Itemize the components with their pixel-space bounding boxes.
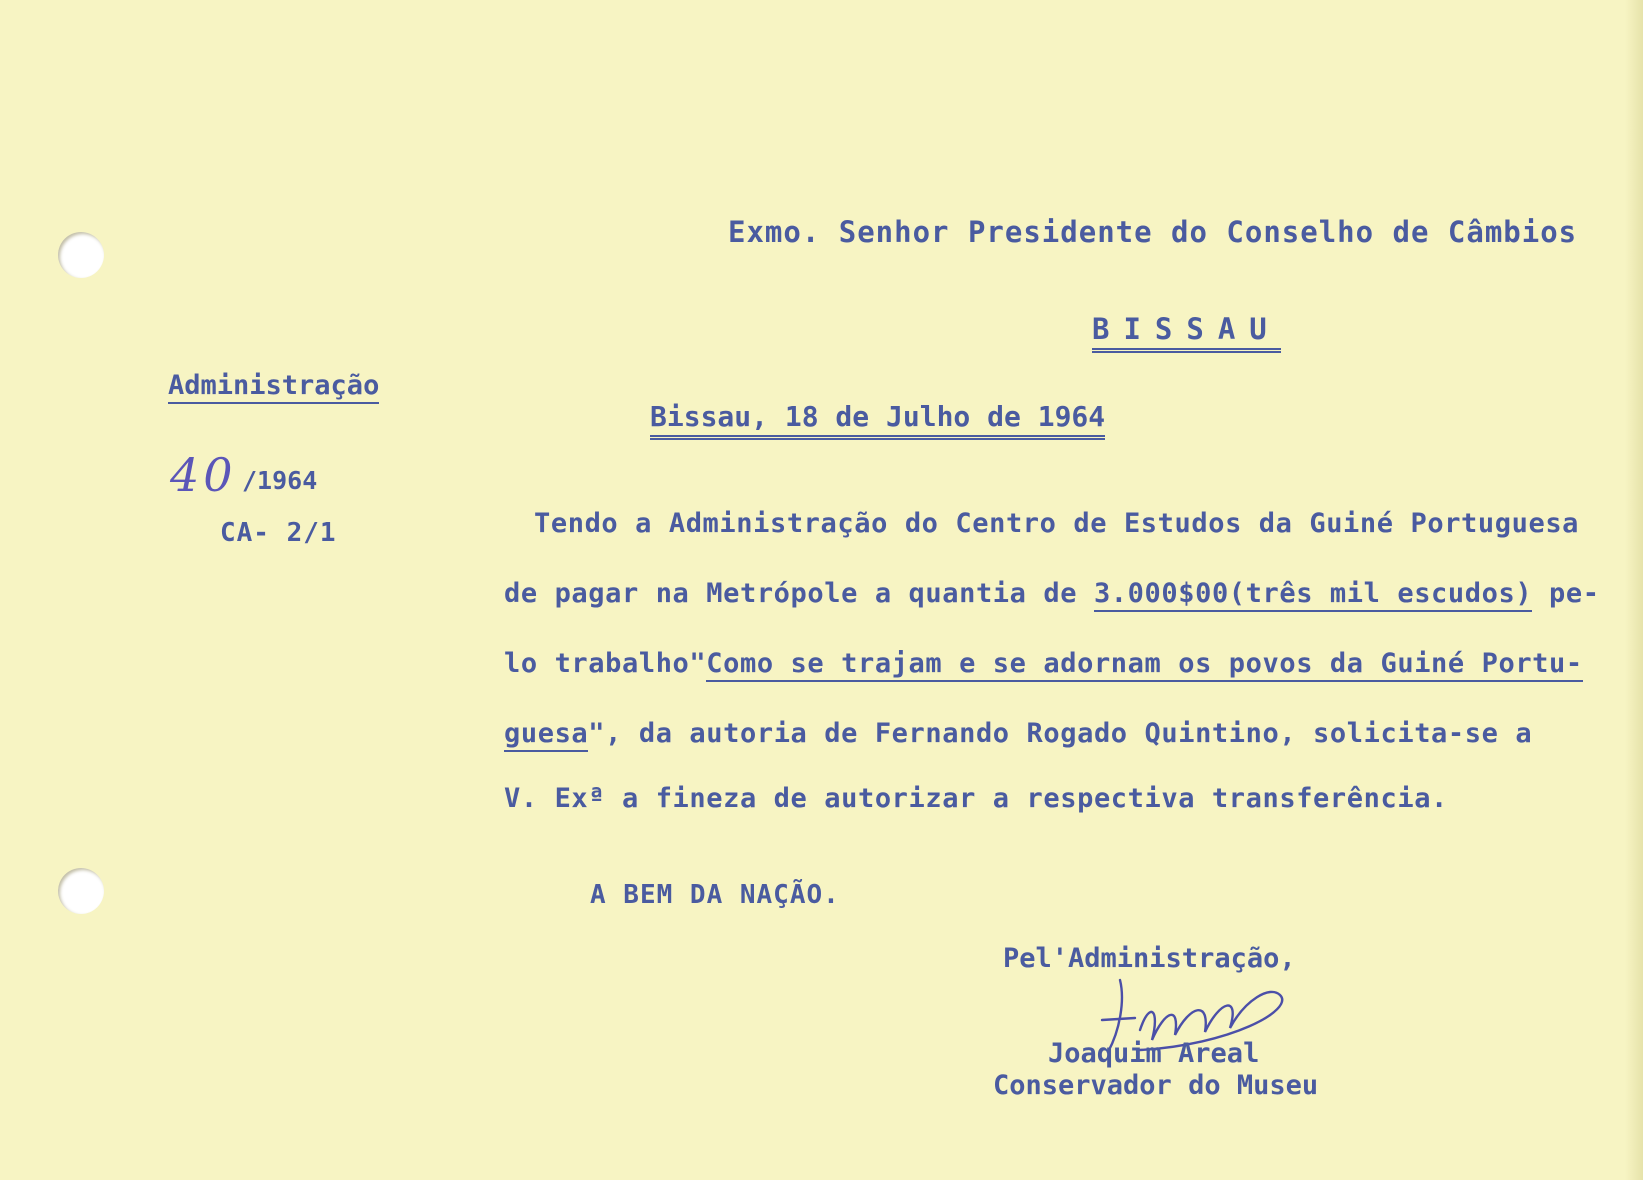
body-line-5: V. Exª a fineza de autorizar a respectiva transferência. — [504, 783, 1448, 814]
signer-name: Joaquim Areal — [1048, 1038, 1260, 1069]
body-line-1: Tendo a Administração do Centro de Estudos da Guiné Portuguesa — [534, 508, 1580, 539]
signer-title: Conservador do Museu — [993, 1070, 1319, 1101]
reference-code: CA- 2/1 — [220, 518, 337, 548]
reference-year: /1964 — [242, 466, 318, 495]
body-line-4-suffix: ", da autoria de Fernando Rogado Quintino, solicita-se a — [588, 718, 1533, 749]
department-label: Administração — [168, 370, 379, 404]
closing-phrase: A BEM DA NAÇÃO. — [590, 880, 840, 910]
punch-hole-bottom — [58, 868, 104, 914]
amount-text: 3.000$00(três mil escudos) — [1094, 578, 1532, 612]
on-behalf-line: Pel'Administração, — [1003, 943, 1296, 974]
addressee-line: Exmo. Senhor Presidente do Conselho de Câmbios — [728, 215, 1578, 249]
work-title-part-2: guesa — [504, 718, 588, 752]
reference-number-handwritten: 40 — [170, 448, 237, 502]
body-line-2-prefix: de pagar na Metrópole a quantia de — [504, 578, 1094, 609]
body-line-3 — [504, 648, 1583, 679]
punch-hole-top — [58, 232, 104, 278]
letter-date: Bissau, 18 de Julho de 1964 — [650, 400, 1105, 440]
body-line-3-prefix: lo trabalho" — [504, 648, 707, 679]
city-heading: BISSAU — [1092, 312, 1281, 353]
work-title-part-1: Como se trajam e se adornam os povos da Guiné Portu- — [706, 648, 1582, 682]
body-line-4 — [504, 718, 1532, 749]
body-line-2 — [504, 578, 1600, 609]
body-line-2-suffix: pe- — [1532, 578, 1600, 609]
